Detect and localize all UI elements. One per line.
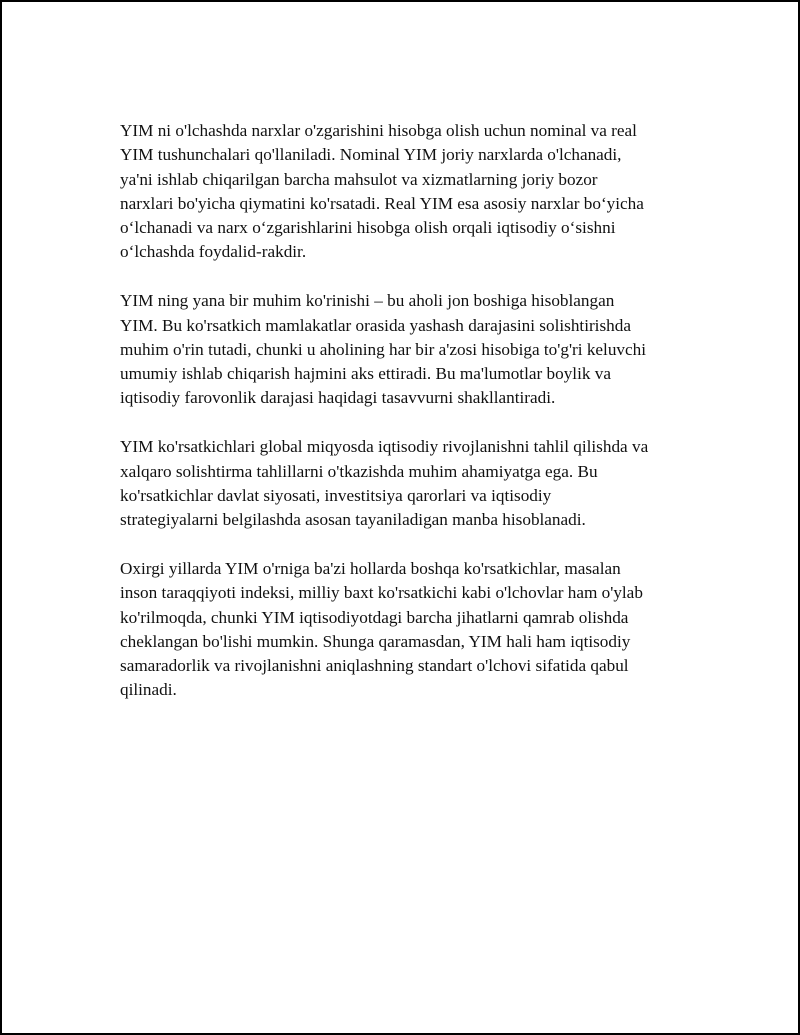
text-line: YIM ni o'lchashda narxlar o'zgarishini hisobga olish uchun nominal va real	[120, 121, 637, 140]
text-line: Oxirgi yillarda YIM o'rniga ba'zi hollarda boshqa ko'rsatkichlar, masalan	[120, 558, 621, 578]
text-line: o‘lchashda foydalid-rakdir.	[120, 242, 307, 262]
text-line: xalqaro solishtirma tahlillarni o'tkazishda muhim ahamiyatga ega. Bu	[120, 461, 598, 481]
text-line: iqtisodiy farovonlik darajasi haqidagi tasavvurni shakllantiradi.	[120, 388, 556, 408]
paragraph-3	[120, 435, 700, 532]
text-line: YIM ko'rsatkichlari global miqyosda iqtisodiy rivojlanishni tahlil qilishda va	[120, 437, 649, 457]
text-line: narxlari bo'yicha qiymatini ko'rsatadi. Real YIM esa asosiy narxlar bo‘yicha	[120, 193, 644, 213]
text-line: cheklangan bo'lishi mumkin. Shunga qaramasdan, YIM hali ham iqtisodiy	[120, 631, 631, 651]
text-line: o‘lchanadi va narx o‘zgarishlarini hisobga olish orqali iqtisodiy o‘sishni	[120, 218, 616, 238]
paragraph-1	[120, 119, 700, 265]
text-line: muhim o'rin tutadi, chunki u aholining har bir a'zosi hisobiga to'g'ri keluvchi	[120, 339, 647, 359]
text-line: qilinadi.	[120, 680, 177, 700]
text-line: strategiyalarni belgilashda asosan tayaniladigan manba hisoblanadi.	[120, 510, 586, 530]
text-line: umumiy ishlab chiqarish hajmini aks ettiradi. Bu ma'lumotlar boylik va	[120, 364, 611, 384]
text-line: YIM tushunchalari qo'llaniladi. Nominal YIM joriy narxlarda o'lchanadi,	[120, 145, 622, 165]
document-body	[120, 119, 700, 727]
paragraph-4	[120, 557, 700, 703]
paragraph-2	[120, 289, 700, 410]
text-line: YIM ning yana bir muhim ko'rinishi – bu aholi jon boshiga hisoblangan	[120, 291, 615, 311]
text-line: inson taraqqiyoti indeksi, milliy baxt ko'rsatkichi kabi o'lchovlar ham o'ylab	[120, 583, 643, 603]
text-line: samaradorlik va rivojlanishni aniqlashning standart o'lchovi sifatida qabul	[120, 656, 629, 676]
text-line: ya'ni ishlab chiqarilgan barcha mahsulot va xizmatlarning joriy bozor	[120, 169, 598, 189]
text-line: YIM. Bu ko'rsatkich mamlakatlar orasida yashash darajasini solishtirishda	[120, 315, 631, 335]
text-line: ko'rsatkichlar davlat siyosati, investitsiya qarorlari va iqtisodiy	[120, 485, 552, 505]
text-line: ko'rilmoqda, chunki YIM iqtisodiyotdagi barcha jihatlarni qamrab olishda	[120, 607, 629, 627]
